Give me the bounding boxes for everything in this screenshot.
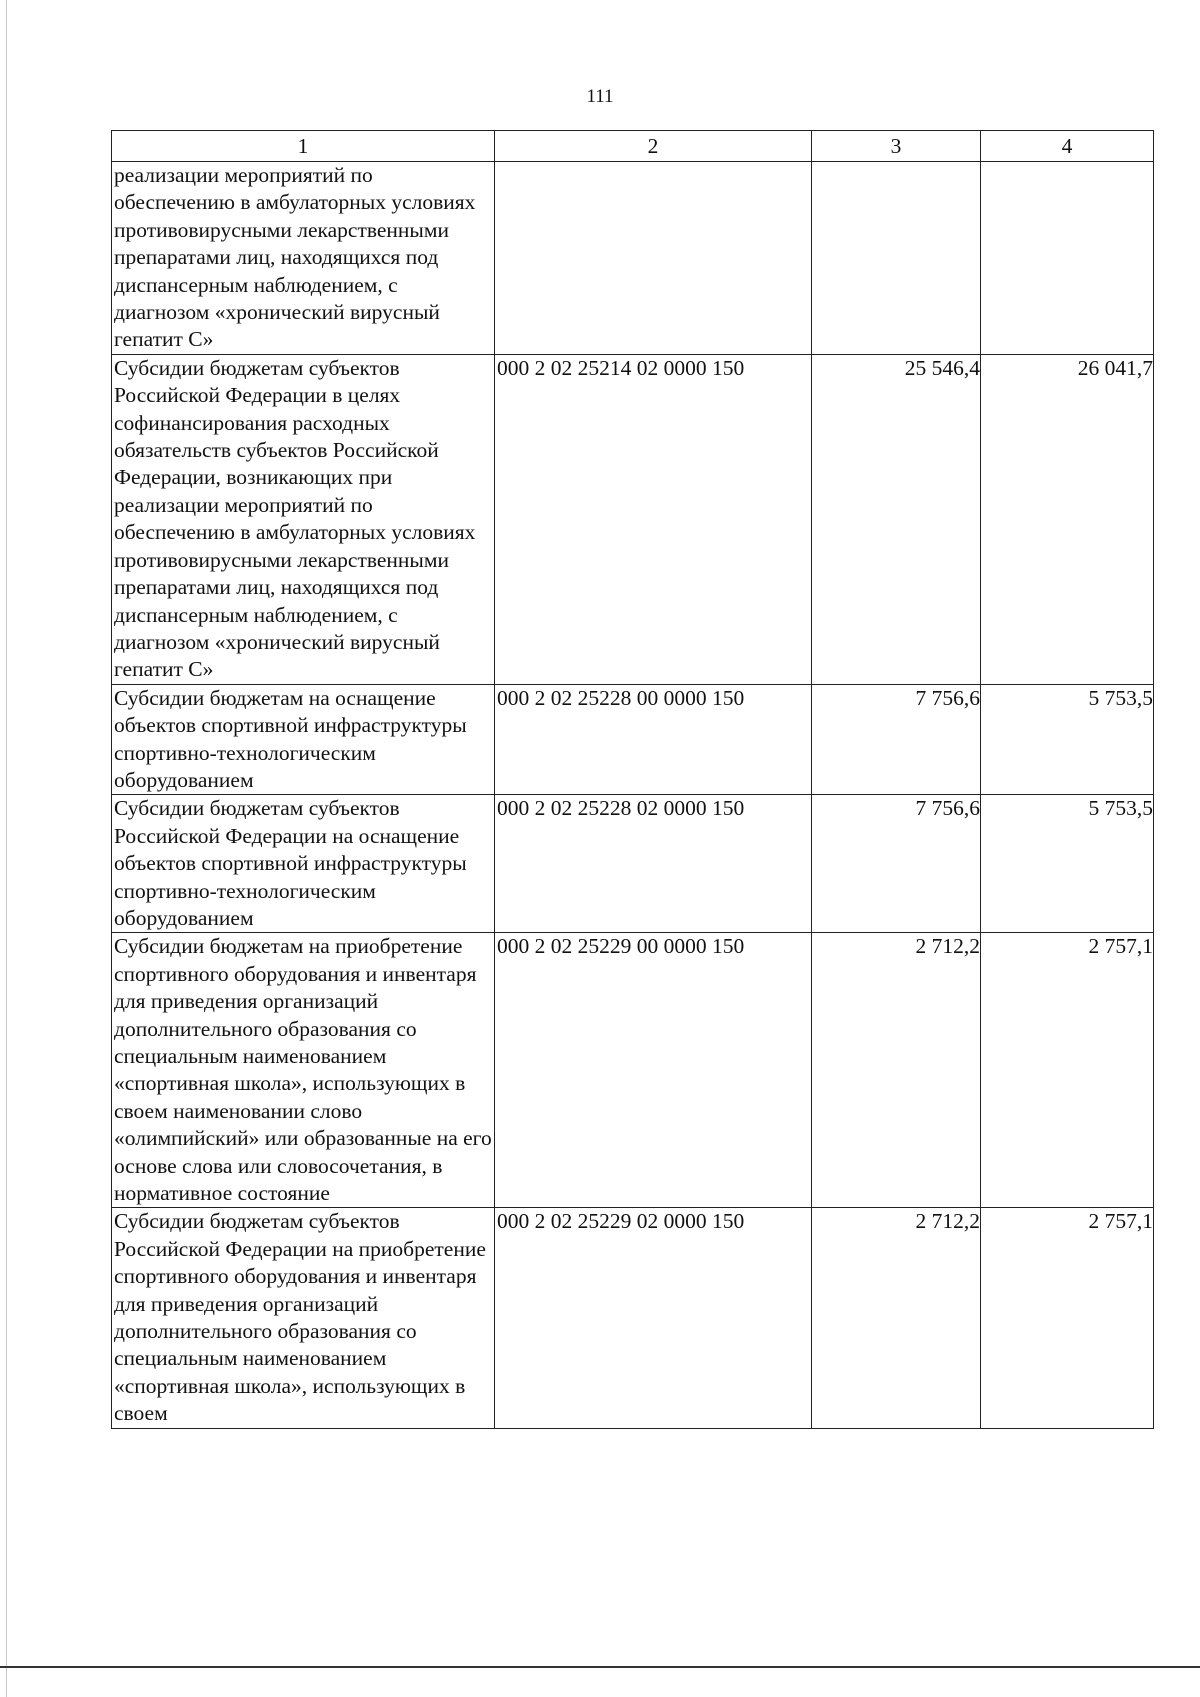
table-row [112, 354, 1154, 684]
column-header-3: 3 [812, 131, 981, 162]
column-header-1: 1 [112, 131, 495, 162]
row-value-col3: 25 546,4 [812, 354, 981, 684]
row-description: Субсидии бюджетам на оснащение объектов спортивной инфраструктуры спортивно-технологическим оборудованием [112, 684, 495, 795]
row-budget-code: 000 2 02 25229 02 0000 150 [495, 1208, 812, 1428]
table-row [112, 795, 1154, 933]
budget-table [111, 130, 1154, 1429]
scan-edge-line [6, 0, 7, 1697]
row-description: Субсидии бюджетам субъектов Российской Федерации на оснащение объектов спортивной инфраструктуры спортивно-технологическим оборудованием [112, 795, 495, 933]
row-value-col4: 5 753,5 [981, 795, 1154, 933]
table-header-row [112, 131, 1154, 162]
row-description: реализации мероприятий по обеспечению в амбулаторных условиях противовирусными лекарственными препаратами лиц, находящихся под диспансерным наблюдением, с диагнозом «хронический вирусный гепатит С» [112, 162, 495, 355]
row-value-col4: 26 041,7 [981, 354, 1154, 684]
table-row [112, 162, 1154, 355]
column-header-4: 4 [981, 131, 1154, 162]
row-value-col4: 2 757,1 [981, 933, 1154, 1208]
row-value-col3: 7 756,6 [812, 795, 981, 933]
row-value-col4 [981, 162, 1154, 355]
row-value-col3: 7 756,6 [812, 684, 981, 795]
row-value-col3 [812, 162, 981, 355]
row-budget-code: 000 2 02 25228 00 0000 150 [495, 684, 812, 795]
bottom-rule [0, 1666, 1200, 1668]
row-description: Субсидии бюджетам субъектов Российской Федерации в целях софинансирования расходных обязательств субъектов Российской Федерации, возникающих при реализации мероприятий по обеспечению в амбулаторных условиях противовирусными лекарственными препаратами лиц, находящихся под диспансерным наблюдением, с диагнозом «хронический вирусный гепатит С» [112, 354, 495, 684]
row-description: Субсидии бюджетам субъектов Российской Федерации на приобретение спортивного оборудования и инвентаря для приведения организаций дополнительного образования со специальным наименованием «спортивная школа», использующих в своем [112, 1208, 495, 1428]
row-budget-code [495, 162, 812, 355]
row-budget-code: 000 2 02 25228 02 0000 150 [495, 795, 812, 933]
row-value-col4: 2 757,1 [981, 1208, 1154, 1428]
column-header-2: 2 [495, 131, 812, 162]
row-value-col3: 2 712,2 [812, 1208, 981, 1428]
row-value-col4: 5 753,5 [981, 684, 1154, 795]
table-row [112, 933, 1154, 1208]
table-row [112, 1208, 1154, 1428]
page-number: 111 [586, 86, 614, 107]
table-row [112, 684, 1154, 795]
row-value-col3: 2 712,2 [812, 933, 981, 1208]
row-budget-code: 000 2 02 25229 00 0000 150 [495, 933, 812, 1208]
row-budget-code: 000 2 02 25214 02 0000 150 [495, 354, 812, 684]
row-description: Субсидии бюджетам на приобретение спортивного оборудования и инвентаря для приведения организаций дополнительного образования со специальным наименованием «спортивная школа», использующих в своем наименовании слово «олимпийский» или образованные на его основе слова или словосочетания, в нормативное состояние [112, 933, 495, 1208]
